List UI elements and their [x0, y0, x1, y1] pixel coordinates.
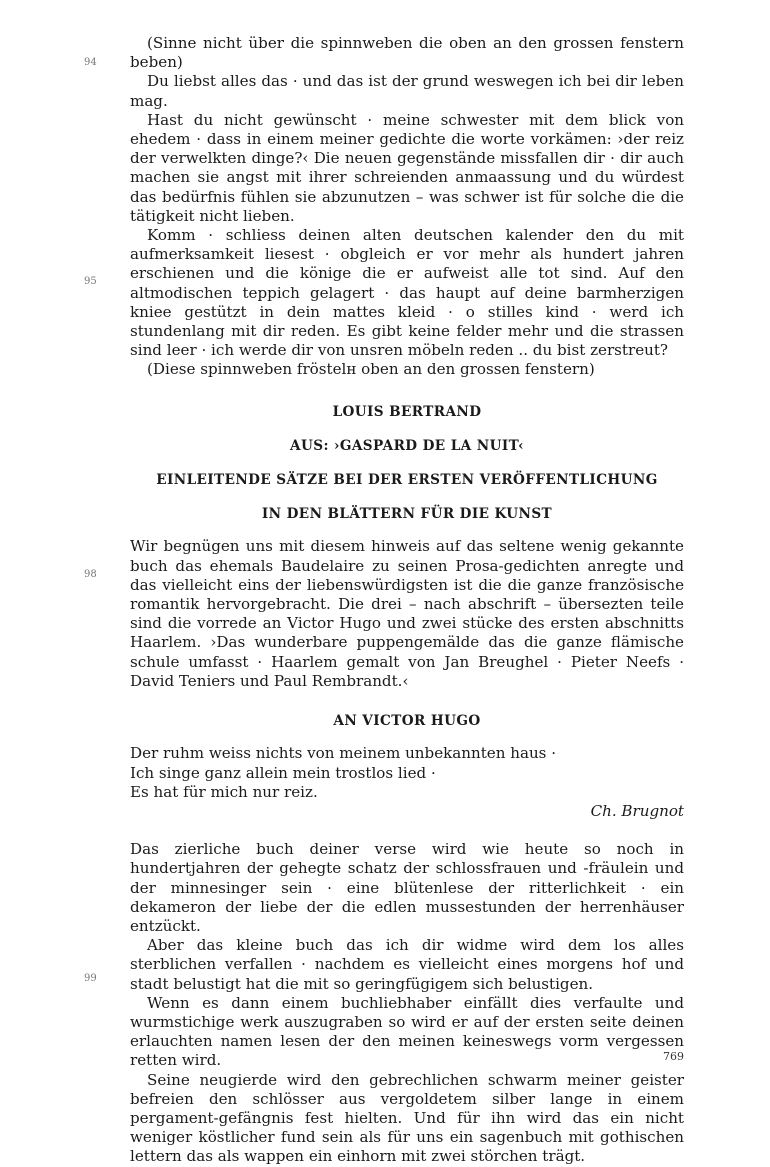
paragraph: Aber das kleine buch das ich dir widme wird dem los alles sterblichen verfallen · nachdem es vielleicht eines morgens hof und stadt belustigt hat die mit so geringfügigem sich belustigen.	[130, 936, 684, 993]
paragraph: Komm · schliess deinen alten deutschen kalender den du mit aufmerksamkeit liesest · obgleich er vor mehr als hundert jahren erschienen und die könige die er aufweist alle tot sind. Auf den altmodischen teppich gelagert · das haupt auf deine barmherzigen kniee gestützt in dein mattes kleid · o stilles kind · werd ich stundenlang mit dir reden. Es gibt keine felder mehr und die strassen sind leer · ich werde dir von unsren möbeln reden .. du bist zerstreut?	[130, 226, 684, 360]
line-number: 98	[84, 569, 97, 580]
dedication-heading: AN VICTOR HUGO	[333, 713, 481, 730]
epigraph-poem	[130, 744, 684, 802]
paragraph: Du liebst alles das · und das ist der grund weswegen ich bei dir leben mag.	[130, 72, 684, 110]
epigraph-attribution: Ch. Brugnot	[590, 801, 684, 820]
intro-heading: EINLEITENDE SÄTZE BEI DER ERSTEN VERÖFFENTLICHUNG	[156, 472, 658, 489]
line-number: 95	[84, 276, 97, 287]
poem-line: Es hat für mich nur reiz.	[130, 782, 318, 801]
line-number: 99	[84, 973, 97, 984]
intro-paragraph: Wir begnügen uns mit diesem hinweis auf das seltene wenig gekannte buch das ehemals Baudelaire zu seinen Prosa-gedichten anregte und das vielleicht eins der liebenswürdigsten ist die die ganze französische romantik hervorgebracht. Die drei – nach abschrift – übersezten teile sind die vorrede an Victor Hugo und zwei stücke des ersten abschnitts Haarlem. ›Das wunderbare puppengemälde das die ganze flämische schule umfasst · Haarlem gemalt von Jan Breughel · Pieter Neefs · David Teniers und Paul Rembrandt.‹	[130, 537, 684, 690]
paragraph: Hast du nicht gewünscht · meine schwester mit dem blick von ehedem · dass in einem meiner gedichte die worte vorkämen: ›der reiz der verwelkten dinge?‹ Die neuen gegenstände missfallen dir · dir auch machen sie angst mit ihrer schreienden anmaassung und du würdest das bedürfnis fühlen sie abzunutzen – was schwer ist für solche die die tätigkeit nicht lieben.	[130, 110, 684, 225]
source-heading: AUS: ›GASPARD DE LA NUIT‹	[290, 437, 524, 454]
paragraph: Das zierliche buch deiner verse wird wie heute so noch in hundertjahren der gehegte schatz der schlossfrauen und -fräulein und der minnesinger sein · eine blütenlese der ritterlichkeit · ein dekameron der liebe der die edlen mussestunden der herrenhäuser entzückt.	[130, 840, 684, 935]
paragraph: (Sinne nicht über die spinnweben die oben an den grossen fenstern beben)	[130, 34, 684, 72]
venue-heading: IN DEN BLÄTTERN FÜR DIE KUNST	[261, 506, 553, 523]
line-number: 94	[84, 57, 97, 68]
paragraph: (Diese spinnweben fröstelн oben an den grossen fenstern)	[147, 360, 595, 379]
page-number: 769	[663, 1050, 684, 1063]
poem-line: Ich singe ganz allein mein trostlos lied ·	[130, 763, 436, 782]
page-body	[130, 34, 684, 1167]
author-heading: LOUIS BERTRAND	[332, 403, 482, 420]
paragraph: Wenn es dann einem buchliebhaber einfällt dies verfaulte und wurmstichige werk auszugraben so wird er auf der ersten seite deinen erlauchten namen lesen der den meinen keineswegs vorm vergessen retten wird.	[130, 993, 684, 1070]
paragraph: Seine neugierde wird den gebrechlichen schwarm meiner geister befreien den schlösser aus vergoldetem silber lange in einem pergament-gefängnis fest hielten. Und für ihn wird das ein nicht weniger köstlicher fund sein als für uns ein sagenbuch mit gothischen lettern das als wappen ein einhorn mit zwei störchen trägt.	[130, 1070, 684, 1166]
poem-line: Der ruhm weiss nichts von meinem unbekannten haus ·	[130, 744, 557, 763]
